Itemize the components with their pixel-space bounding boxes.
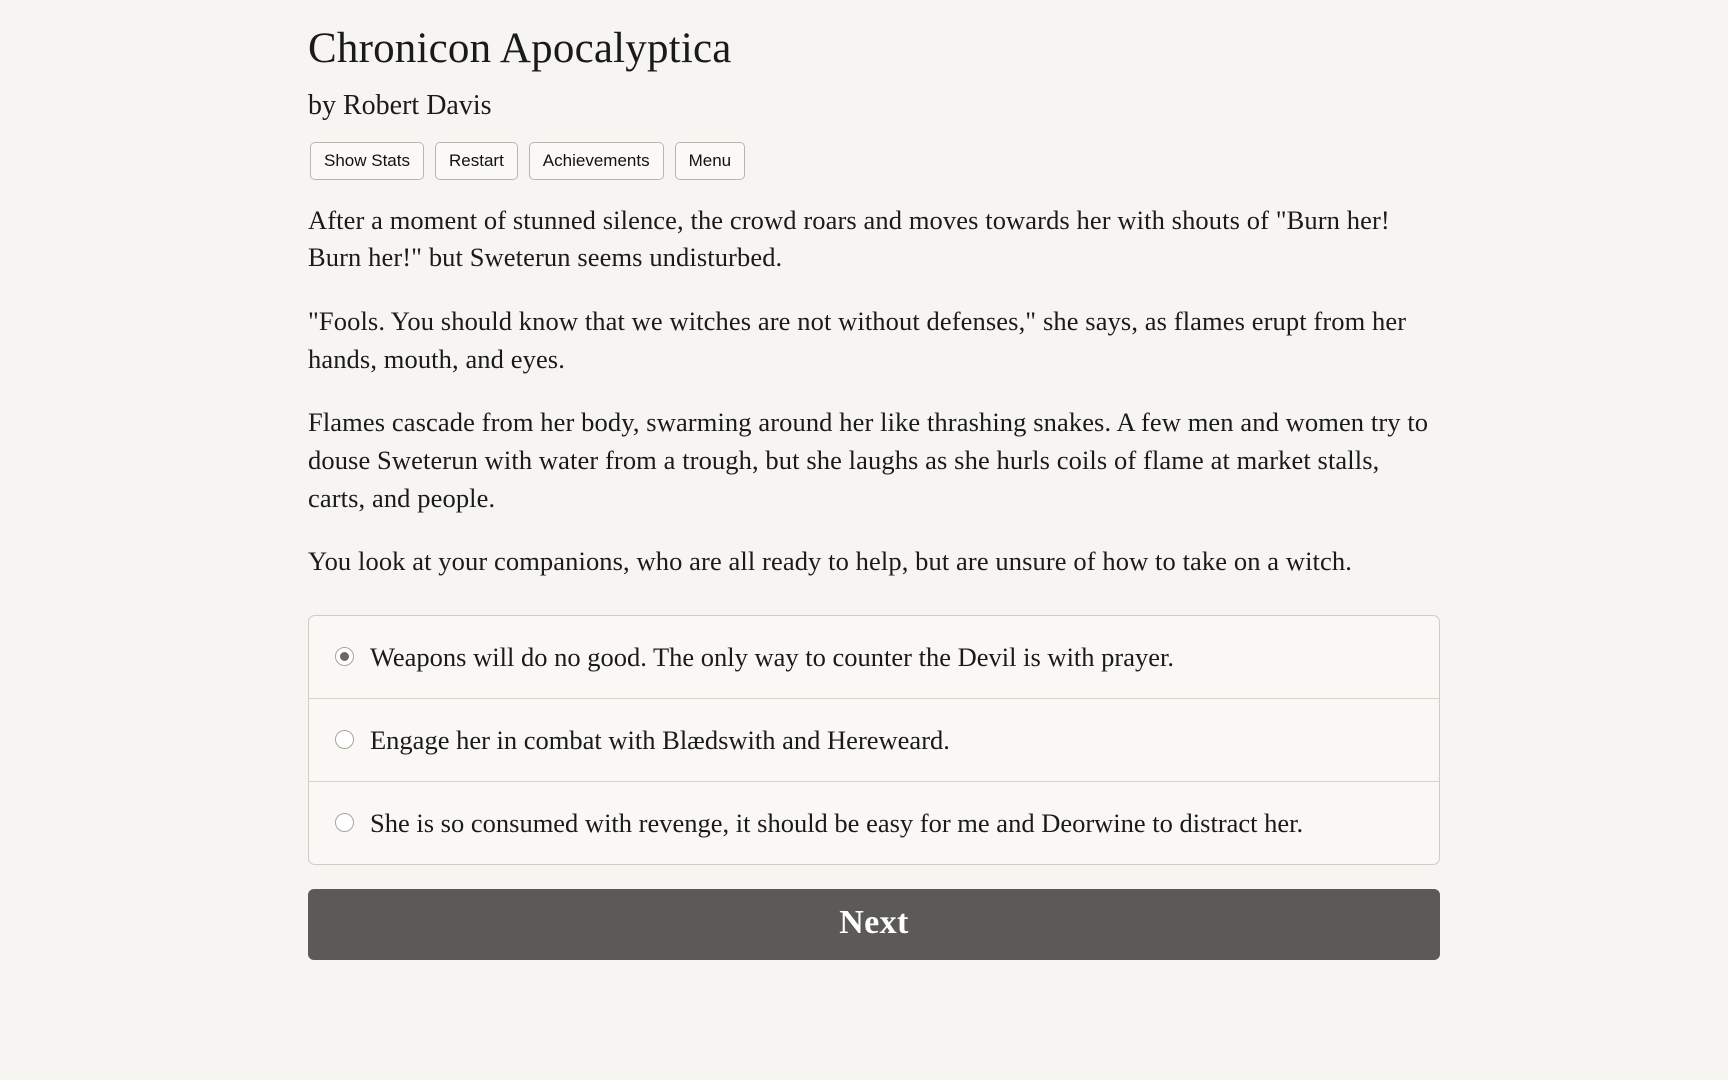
radio-icon[interactable] <box>335 730 354 749</box>
choice-label: Weapons will do no good. The only way to counter the Devil is with prayer. <box>370 641 1175 672</box>
next-button[interactable]: Next <box>308 889 1440 960</box>
story-paragraph: You look at your companions, who are all ready to help, but are unsure of how to take on a witch. <box>308 546 1352 577</box>
page-title: Chronicon Apocalyptica <box>308 25 732 72</box>
radio-icon[interactable] <box>335 813 354 832</box>
show-stats-button[interactable]: Show Stats <box>310 142 424 180</box>
choice-option-3[interactable] <box>309 782 1439 864</box>
choice-label: She is so consumed with revenge, it should be easy for me and Deorwine to distract her. <box>370 807 1304 838</box>
story-paragraph: After a moment of stunned silence, the crowd roars and moves towards her with shouts of "Burn her! Burn her!" but Sweterun seems undisturbed. <box>308 204 1390 273</box>
toolbar <box>310 142 1440 180</box>
restart-button[interactable]: Restart <box>435 142 518 180</box>
menu-button[interactable]: Menu <box>675 142 746 180</box>
choice-option-1[interactable] <box>309 616 1439 699</box>
story-paragraph: "Fools. You should know that we witches are not without defenses," she says, as flames erupt from her hands, mouth, and eyes. <box>308 306 1407 374</box>
story-text <box>308 202 1440 581</box>
choice-label: Engage her in combat with Blædswith and Hereweard. <box>370 724 950 755</box>
achievements-button[interactable]: Achievements <box>529 142 664 180</box>
choice-list <box>308 615 1440 865</box>
content-column <box>308 22 1440 960</box>
radio-icon[interactable] <box>335 647 354 666</box>
story-paragraph: Flames cascade from her body, swarming around her like thrashing snakes. A few men and women try to douse Sweterun with water from a trough, but she laughs as she hurls coils of flame at market stalls, carts, and people. <box>308 407 1429 513</box>
author-byline: by Robert Davis <box>308 89 492 121</box>
choice-option-2[interactable] <box>309 699 1439 782</box>
